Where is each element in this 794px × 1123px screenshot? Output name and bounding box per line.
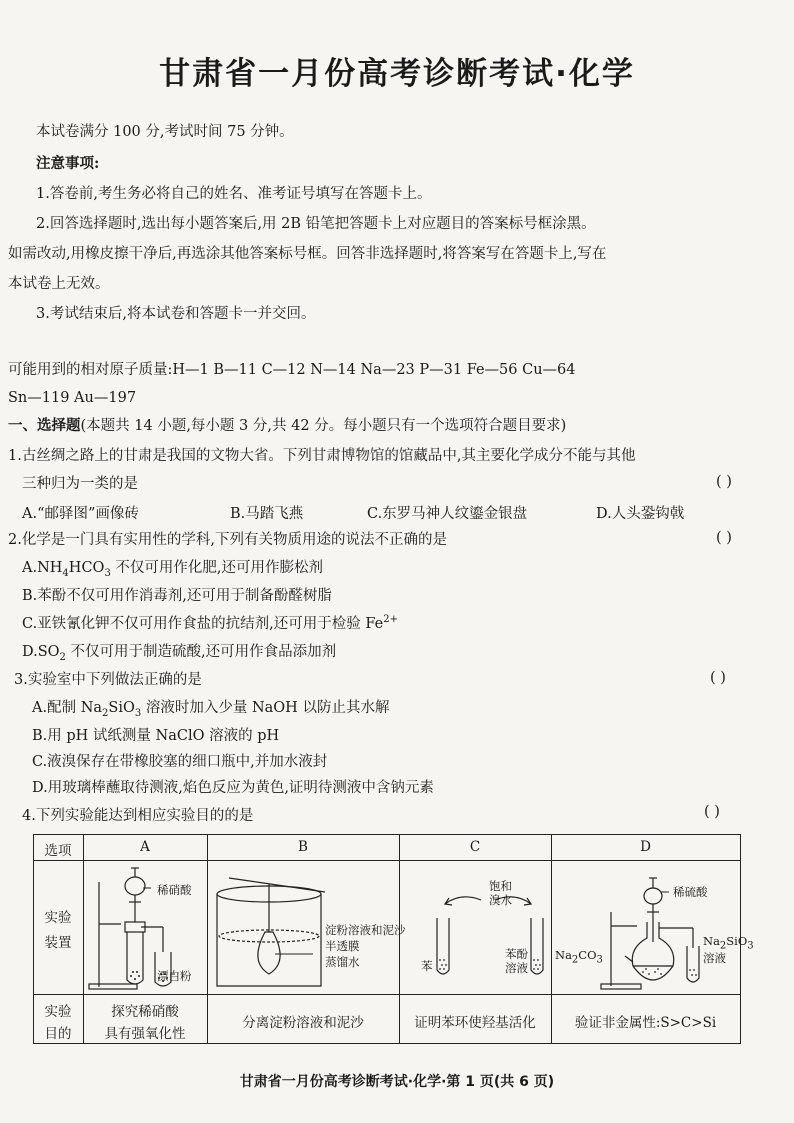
section-heading bbox=[8, 416, 566, 436]
q2-option-d: $D.SO_2$ 不仅可用于制造硫酸,还可用作食品添加剂 bbox=[22, 644, 337, 663]
atomic-masses-line-1: 可能用到的相对原子质量:H—1 B—11 C—12 N—14 Na—23 P—31 Fe—56 Cu—64 bbox=[8, 362, 576, 378]
section-title: 一、选择题 bbox=[8, 417, 81, 434]
row-label-purpose-1: 实验 bbox=[44, 1004, 72, 1020]
q4-answer-paren: ( ) bbox=[704, 804, 720, 820]
d-label-solution: 溶液 bbox=[703, 951, 726, 965]
c-label-bromine-1: 饱和 bbox=[489, 879, 512, 893]
q1-stem-a: 1.古丝绸之路上的甘肃是我国的文物大省。下列甘肃博物馆的馆藏品中,其主要化学成分不能与其他 bbox=[8, 448, 636, 464]
b-label-membrane: 半透膜 bbox=[325, 939, 360, 953]
q2-option-a: $A.NH_4HCO_3$ 不仅可用作化肥,还可用作膨松剂 bbox=[22, 560, 324, 579]
table-header-option: 选项 bbox=[44, 843, 72, 859]
q2-answer-paren: ( ) bbox=[716, 530, 732, 546]
d-label-sulfuric-acid: 稀硫酸 bbox=[673, 885, 708, 899]
table-header-d: D bbox=[640, 839, 651, 855]
purpose-d: 验证非金属性:S>C>Si bbox=[574, 1015, 717, 1031]
notice-heading: 注意事项: bbox=[36, 155, 100, 172]
note-1: 1.答卷前,考生务必将自己的姓名、准考证号填写在答题卡上。 bbox=[36, 186, 432, 202]
apparatus-d-diagram bbox=[553, 862, 739, 992]
apparatus-b-diagram bbox=[209, 862, 329, 992]
row-label-apparatus-2: 装置 bbox=[44, 935, 72, 951]
q1-stem-b: 三种归为一类的是 bbox=[22, 476, 138, 492]
b-label-water: 蒸馏水 bbox=[325, 955, 360, 969]
q3-answer-paren: ( ) bbox=[710, 670, 726, 686]
row-label-apparatus-1: 实验 bbox=[44, 910, 72, 926]
c-label-phenol-1: 苯酚 bbox=[505, 947, 528, 961]
a-label-nitric-acid: 稀硝酸 bbox=[157, 883, 192, 897]
q3-option-c: C.液溴保存在带橡胶塞的细口瓶中,并加水液封 bbox=[32, 754, 328, 770]
note-2c: 本试卷上无效。 bbox=[8, 276, 110, 292]
purpose-c: 证明苯环使羟基活化 bbox=[414, 1015, 536, 1031]
intro-line: 本试卷满分 100 分,考试时间 75 分钟。 bbox=[36, 124, 294, 140]
q2-option-c: C.亚铁氰化钾不仅可用作食盐的抗结剂,还可用于检验 $Fe^{2+}$ bbox=[22, 614, 399, 632]
c-label-bromine-2: 溴水 bbox=[489, 893, 512, 907]
q3-option-b: B.用 pH 试纸测量 NaClO 溶液的 pH bbox=[32, 728, 280, 744]
purpose-a-line-1: 探究稀硝酸 bbox=[111, 1004, 179, 1020]
section-note: (本题共 14 小题,每小题 3 分,共 42 分。每小题只有一个选项符合题目要求) bbox=[80, 418, 567, 434]
q1-option-b: B.马踏飞燕 bbox=[230, 506, 304, 522]
q1-option-a: A.“邮驿图”画像砖 bbox=[22, 506, 139, 522]
b-label-starch: 淀粉溶液和泥沙 bbox=[325, 923, 406, 937]
q3-option-d: D.用玻璃棒蘸取待测液,焰色反应为黄色,证明待测液中含钠元素 bbox=[32, 780, 434, 796]
q2-stem: 2.化学是一门具有实用性的学科,下列有关物质用途的说法不正确的是 bbox=[8, 532, 447, 548]
q1-options bbox=[22, 502, 762, 522]
q1-answer-paren: ( ) bbox=[716, 474, 732, 490]
q3-option-a: A.配制 $Na_2SiO_3$ 溶液时加入少量 NaOH 以防止其水解 bbox=[32, 700, 390, 719]
purpose-b: 分离淀粉溶液和泥沙 bbox=[242, 1015, 364, 1031]
d-label-sodium-silicate: $Na_2SiO_3$ bbox=[703, 934, 754, 952]
note-2a: 2.回答选择题时,选出每小题答案后,用 2B 铅笔把答题卡上对应题目的答案标号框涂黑。 bbox=[36, 216, 596, 232]
d-label-sodium-carbonate: $Na_2CO_3$ bbox=[555, 948, 603, 966]
q1-option-d: D.人头銎钩戟 bbox=[596, 506, 685, 522]
c-label-benzene: 苯 bbox=[421, 959, 433, 973]
table-header-b: B bbox=[298, 839, 308, 855]
page-footer: 甘肃省一月份高考诊断考试·化学·第 1 页(共 6 页) bbox=[239, 1074, 555, 1090]
note-3: 3.考试结束后,将本试卷和答题卡一并交回。 bbox=[36, 306, 316, 322]
purpose-a-line-2: 具有强氧化性 bbox=[104, 1026, 186, 1042]
q3-stem: 3.实验室中下列做法正确的是 bbox=[14, 672, 202, 688]
atomic-masses-line-2: Sn—119 Au—197 bbox=[8, 390, 137, 406]
row-label-purpose-2: 目的 bbox=[44, 1026, 72, 1042]
q4-stem: 4.下列实验能达到相应实验目的的是 bbox=[22, 808, 254, 824]
table-header-c: C bbox=[469, 839, 481, 855]
note-2b: 如需改动,用橡皮擦干净后,再选涂其他答案标号框。回答非选择题时,将答案写在答题卡上,写在 bbox=[8, 246, 607, 262]
page-title: 甘肃省一月份高考诊断考试·化学 bbox=[159, 56, 635, 92]
q1-option-c: C.东罗马神人纹鎏金银盘 bbox=[367, 506, 528, 522]
a-label-bleach: 漂白粉 bbox=[157, 969, 192, 983]
c-label-phenol-2: 溶液 bbox=[505, 961, 528, 975]
experiment-table bbox=[33, 834, 754, 1044]
q2-option-b: B.苯酚不仅可用作消毒剂,还可用于制备酚醛树脂 bbox=[22, 588, 332, 604]
table-header-a: A bbox=[140, 839, 150, 855]
